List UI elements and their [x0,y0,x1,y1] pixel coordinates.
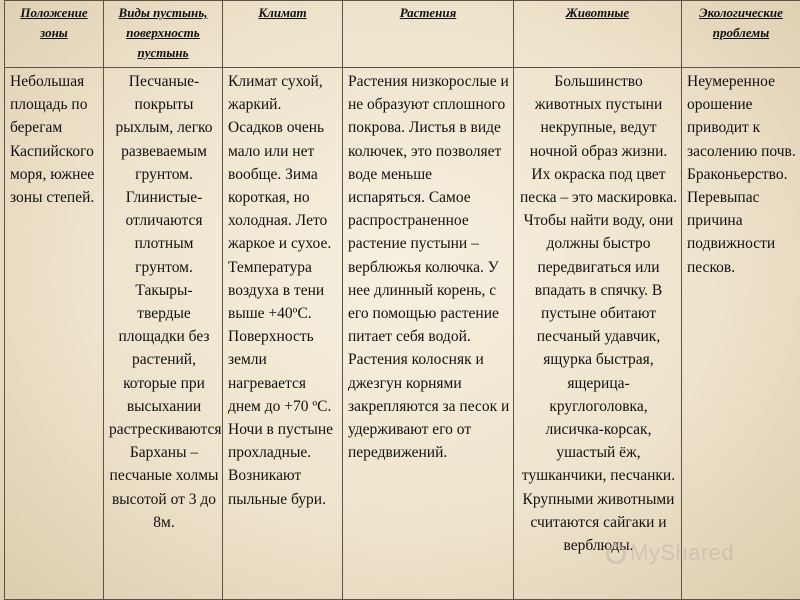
header-ecological-problems: Экологические проблемы [682,1,800,68]
header-desert-types: Виды пустынь, поверхность пустынь [104,1,223,68]
cell-ecological-problems: Неумеренное орошение приводит к засолению почв. Браконьерство. Перевыпас причина подвижности песков. [682,68,800,600]
header-plants: Растения [343,1,514,68]
table-header-row [5,1,800,68]
cell-zone-position: Небольшая площадь по берегам Каспийского моря, южнее зоны степей. [5,68,104,600]
table-row [5,68,800,600]
header-zone-position: Положение зоны [5,1,104,68]
header-animals: Животные [514,1,682,68]
desert-zone-table [4,0,800,600]
cell-plants: Растения низкорослые и не образуют сплошного покрова. Листья в виде колючек, это позволяет воде меньше испаряться. Самое распространенное растение пустыни – верблюжья колючка. У нее длинный корень, с его помощью растение питает себя водой. Растения колосняк и джезгун корнями закрепляются за песок и удерживают его от передвижений. [343,68,514,600]
cell-climate: Климат сухой, жаркий. Осадков очень мало или нет вообще. Зима короткая, но холодная. Лето жаркое и сухое. Температура воздуха в тени выше +40ºС. Поверхность земли нагревается днем до +70 ºС. Ночи в пустыне прохладные. Возникают пыльные бури. [223,68,343,600]
cell-desert-types: Песчаные- покрыты рыхлым, легко развеваемым грунтом. Глинистые- отличаются плотным грунтом. Такыры- твердые площадки без растений, которые при высыхании растрескиваются Барханы – песчаные холмы высотой от 3 до 8м. [104,68,223,600]
cell-animals: Большинство животных пустыни некрупные, ведут ночной образ жизни. Их окраска под цвет песка – это маскировка. Чтобы найти воду, они должны быстро передвигаться или впадать в спячку. В пустыне обитают песчаный удавчик, ящурка быстрая, ящерица- круглоголовка, лисичка-корсак, ушастый ёж, тушканчики, песчанки. Крупными животными считаются сайгаки и верблюды. [514,68,682,600]
watermark-text: MyShared [630,540,735,565]
header-climate: Климат [223,1,343,68]
